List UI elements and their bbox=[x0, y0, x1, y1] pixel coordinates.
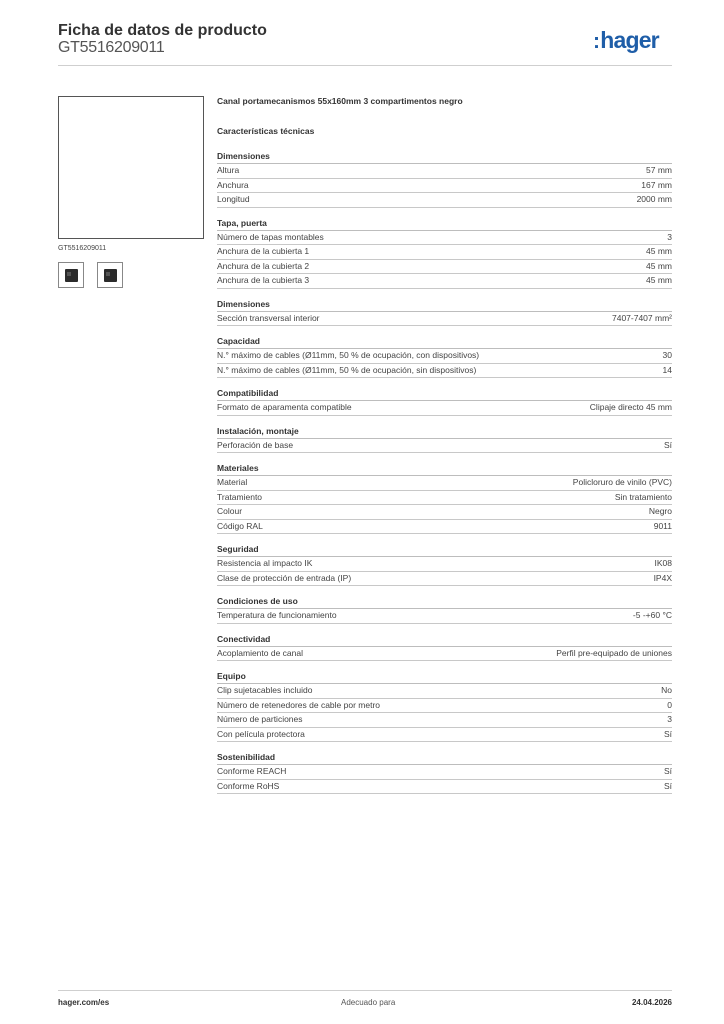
spec-row bbox=[217, 231, 672, 246]
spec-label: Clip sujetacables incluido bbox=[217, 685, 313, 695]
spec-value: 3 bbox=[667, 714, 672, 724]
spec-section bbox=[217, 751, 672, 794]
spec-value: Sí bbox=[663, 439, 672, 450]
footer-website[interactable]: hager.com/es bbox=[58, 998, 110, 1007]
spec-value: 2000 mm bbox=[636, 194, 672, 204]
spec-section bbox=[217, 387, 672, 416]
spec-row bbox=[217, 728, 672, 743]
spec-value: Perfil pre-equipado de uniones bbox=[556, 647, 672, 658]
spec-value: -5 -+60 °C bbox=[632, 610, 672, 620]
spec-label: Conforme REACH bbox=[217, 766, 287, 776]
spec-row bbox=[217, 699, 672, 714]
spec-section bbox=[217, 462, 672, 534]
product-name: Canal portamecanismos 55x160mm 3 compartimentos negro bbox=[217, 96, 463, 106]
spec-value: 14 bbox=[662, 364, 672, 375]
spec-value: Policloruro de vinilo (PVC) bbox=[572, 477, 672, 487]
spec-value: Clipaje directo 45 mm bbox=[589, 402, 672, 412]
section-title: Seguridad bbox=[217, 543, 672, 557]
thumbnail-1[interactable] bbox=[58, 262, 84, 288]
spec-value: 57 mm bbox=[646, 165, 672, 175]
spec-value: Sin tratamiento bbox=[614, 491, 672, 502]
spec-section bbox=[217, 217, 672, 289]
section-title: Capacidad bbox=[217, 335, 672, 349]
spec-row bbox=[217, 193, 672, 208]
spec-row bbox=[217, 439, 672, 454]
spec-value: IK08 bbox=[654, 558, 672, 568]
spec-section bbox=[217, 633, 672, 662]
section-title: Equipo bbox=[217, 670, 672, 684]
spec-label: Anchura de la cubierta 3 bbox=[217, 275, 310, 285]
spec-label: Formato de aparamenta compatible bbox=[217, 402, 352, 412]
spec-value: 7407-7407 mm² bbox=[611, 312, 672, 323]
section-title: Tapa, puerta bbox=[217, 217, 672, 231]
image-caption: GT5516209011 bbox=[58, 245, 107, 252]
spec-label: Anchura de la cubierta 1 bbox=[217, 246, 310, 256]
section-title: Condiciones de uso bbox=[217, 595, 672, 609]
spec-value: 3 bbox=[667, 231, 672, 242]
spec-label: Conforme RoHS bbox=[217, 780, 280, 791]
spec-section bbox=[217, 150, 672, 208]
spec-value: 45 mm bbox=[646, 275, 672, 285]
spec-label: Anchura de la cubierta 2 bbox=[217, 260, 310, 271]
spec-row bbox=[217, 765, 672, 780]
spec-row bbox=[217, 349, 672, 364]
spec-row bbox=[217, 274, 672, 289]
spec-row bbox=[217, 780, 672, 795]
spec-label: Resistencia al impacto IK bbox=[217, 558, 313, 568]
technical-characteristics-heading: Características técnicas bbox=[217, 126, 315, 136]
spec-row bbox=[217, 179, 672, 194]
spec-label: Con película protectora bbox=[217, 728, 305, 739]
spec-label: Código RAL bbox=[217, 520, 263, 531]
footer-note: Adecuado para bbox=[341, 998, 396, 1007]
spec-value: 0 bbox=[667, 699, 672, 710]
spec-content bbox=[217, 95, 672, 794]
spec-row bbox=[217, 312, 672, 327]
spec-row bbox=[217, 609, 672, 624]
spec-label: Longitud bbox=[217, 194, 250, 204]
spec-label: Material bbox=[217, 477, 248, 487]
hager-logo: :hager bbox=[593, 27, 659, 53]
spec-value: 30 bbox=[662, 350, 672, 360]
spec-label: Temperatura de funcionamiento bbox=[217, 610, 337, 620]
spec-row bbox=[217, 505, 672, 520]
spec-label: N.° máximo de cables (Ø11mm, 50 % de ocupación, con dispositivos) bbox=[217, 350, 480, 360]
spec-value: 167 mm bbox=[641, 179, 672, 190]
thumbnail-2[interactable] bbox=[97, 262, 123, 288]
spec-value: 45 mm bbox=[646, 260, 672, 271]
spec-row bbox=[217, 491, 672, 506]
spec-row bbox=[217, 647, 672, 662]
spec-value: 45 mm bbox=[646, 246, 672, 256]
section-title: Dimensiones bbox=[217, 298, 672, 312]
page-title: Ficha de datos de producto bbox=[58, 22, 267, 39]
spec-label: Número de particiones bbox=[217, 714, 303, 724]
spec-value: No bbox=[661, 685, 672, 695]
section-title: Conectividad bbox=[217, 633, 672, 647]
spec-section bbox=[217, 335, 672, 378]
spec-row bbox=[217, 684, 672, 699]
spec-row bbox=[217, 520, 672, 535]
spec-label: Acoplamiento de canal bbox=[217, 647, 304, 658]
spec-row bbox=[217, 164, 672, 179]
spec-row bbox=[217, 364, 672, 379]
spec-value: Sí bbox=[663, 728, 672, 739]
spec-value: Sí bbox=[663, 780, 672, 791]
footer-divider bbox=[58, 990, 672, 991]
spec-label: Altura bbox=[217, 165, 240, 175]
section-title: Sostenibilidad bbox=[217, 751, 672, 765]
section-title: Dimensiones bbox=[217, 150, 672, 164]
spec-label: Perforación de base bbox=[217, 439, 294, 450]
spec-label: Sección transversal interior bbox=[217, 312, 320, 323]
spec-value: 9011 bbox=[653, 520, 672, 531]
spec-label: Clase de protección de entrada (IP) bbox=[217, 572, 352, 583]
section-title: Materiales bbox=[217, 462, 672, 476]
spec-section bbox=[217, 298, 672, 327]
spec-row bbox=[217, 476, 672, 491]
spec-row bbox=[217, 572, 672, 587]
spec-sections bbox=[217, 150, 672, 794]
spec-label: Colour bbox=[217, 506, 243, 516]
header-divider bbox=[58, 65, 672, 66]
spec-section bbox=[217, 543, 672, 586]
product-thumbnail-icon bbox=[104, 269, 117, 282]
product-image bbox=[58, 96, 204, 239]
spec-label: Tratamiento bbox=[217, 491, 263, 502]
spec-section bbox=[217, 595, 672, 624]
spec-label: Número de tapas montables bbox=[217, 231, 324, 242]
spec-label: Anchura bbox=[217, 179, 249, 190]
spec-row bbox=[217, 245, 672, 260]
section-title: Instalación, montaje bbox=[217, 425, 672, 439]
spec-value: Negro bbox=[648, 506, 672, 516]
spec-row bbox=[217, 557, 672, 572]
product-thumbnail-icon bbox=[65, 269, 78, 282]
spec-section bbox=[217, 670, 672, 742]
footer-date: 24.04.2026 bbox=[631, 998, 672, 1007]
spec-row bbox=[217, 260, 672, 275]
spec-label: N.° máximo de cables (Ø11mm, 50 % de ocupación, sin dispositivos) bbox=[217, 364, 477, 375]
spec-section bbox=[217, 425, 672, 454]
spec-label: Número de retenedores de cable por metro bbox=[217, 699, 381, 710]
product-code: GT5516209011 bbox=[58, 39, 165, 56]
spec-row bbox=[217, 713, 672, 728]
spec-value: Sí bbox=[663, 766, 672, 776]
section-title: Compatibilidad bbox=[217, 387, 672, 401]
spec-value: IP4X bbox=[653, 572, 672, 583]
logo-text: hager bbox=[600, 27, 659, 53]
spec-row bbox=[217, 401, 672, 416]
